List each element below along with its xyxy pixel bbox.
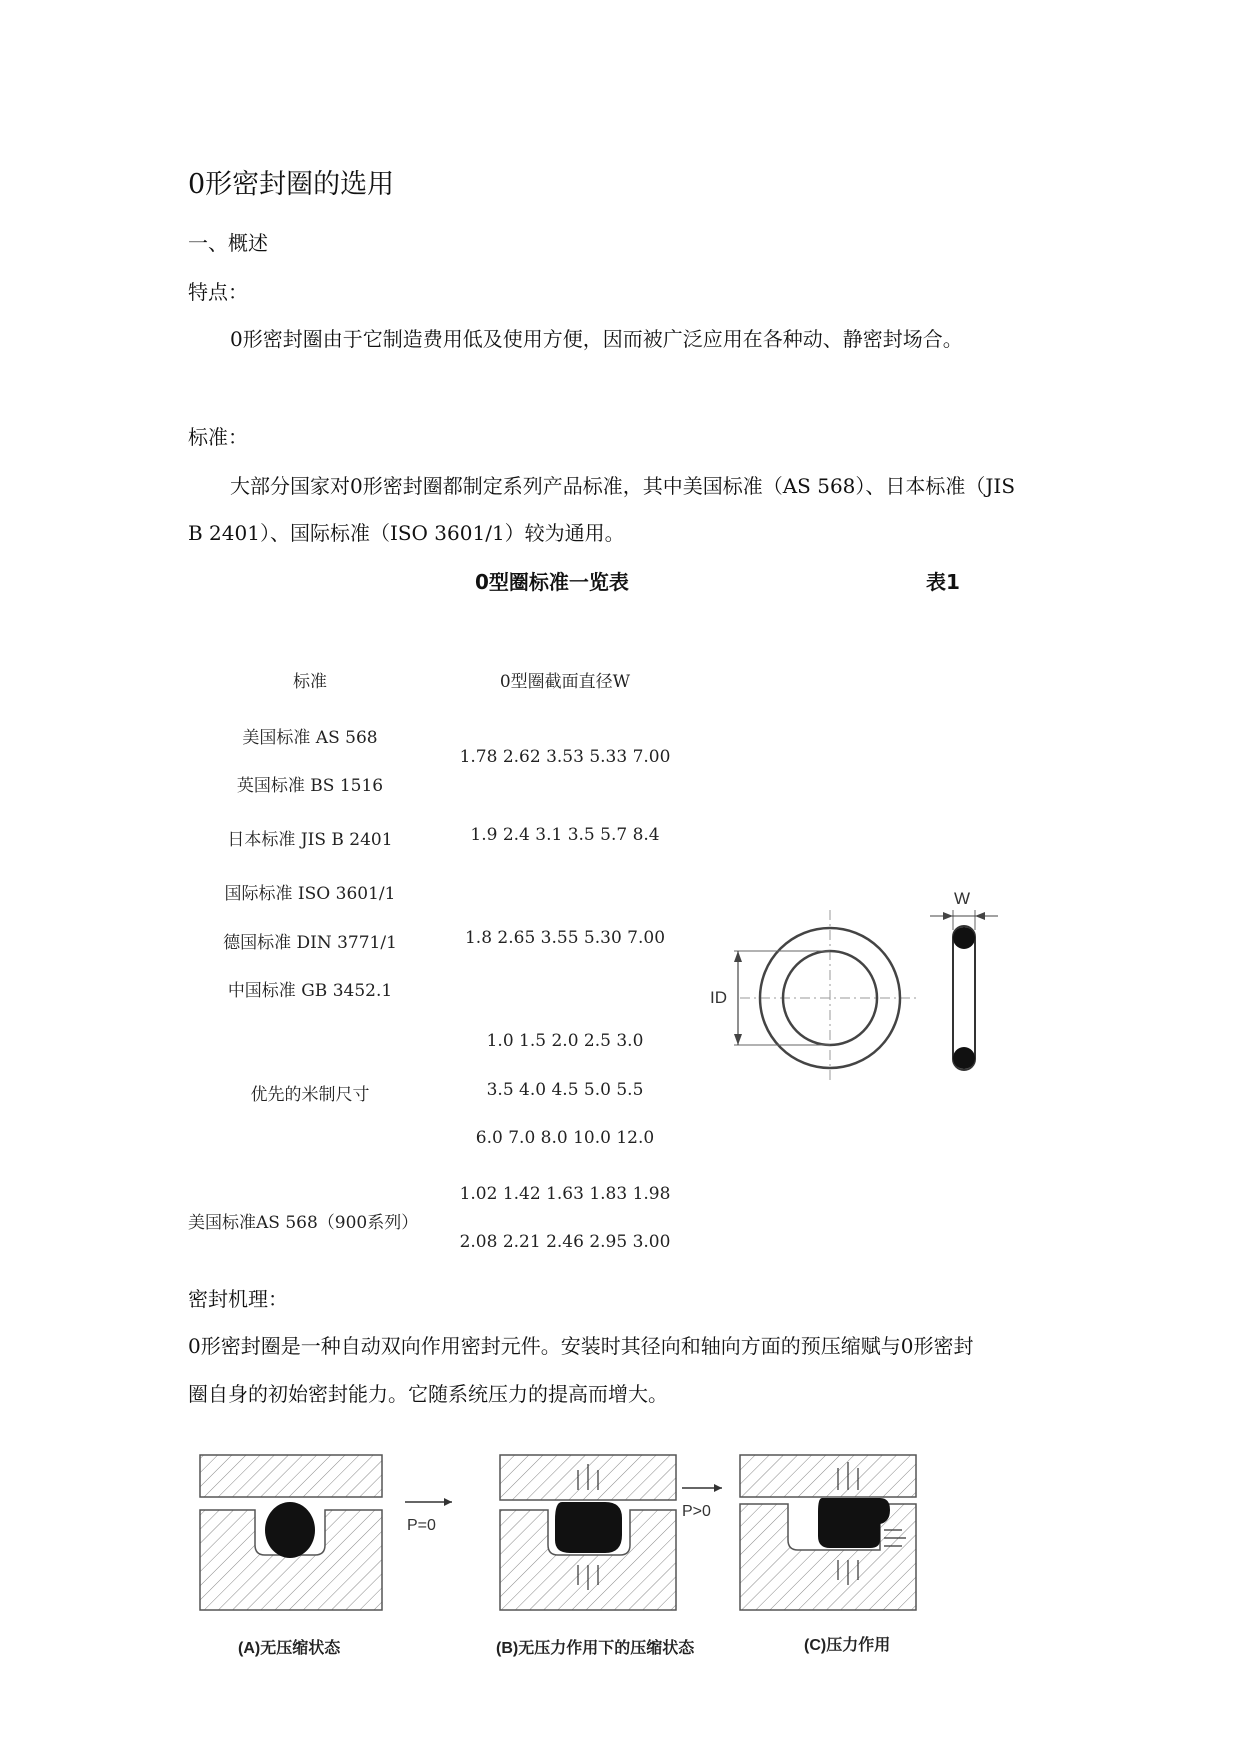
mechanism-text-line1: 0形密封圈是一种自动双向作用密封元件。安装时其径向和轴向方面的预压缩赋与0形密封 — [188, 1334, 974, 1358]
feature-label: 特点： — [188, 280, 248, 304]
label-p-gt0: P>0 — [682, 1503, 711, 1520]
mechanism-label: 密封机理： — [188, 1287, 288, 1311]
table-cell-standard: 优先的米制尺寸 — [250, 1085, 370, 1105]
table-header-standard: 标准 — [293, 672, 327, 692]
caption-b: (B)无压力作用下的压缩状态 — [496, 1640, 695, 1657]
table-cell-standard: 国际标准 ISO 3601/1 — [224, 884, 396, 904]
table-cell-standard: 日本标准 JIS B 2401 — [227, 830, 393, 850]
page-title: 0形密封圈的选用 — [188, 169, 395, 200]
table-cell-standard: 美国标准 AS 568 — [242, 728, 378, 748]
table-cell-diameter: 2.08 2.21 2.46 2.95 3.00 — [459, 1232, 671, 1252]
table-cell-diameter: 3.5 4.0 4.5 5.0 5.5 — [486, 1080, 644, 1100]
section-heading: 一、概述 — [188, 231, 268, 255]
state-a-diagram — [200, 1455, 382, 1610]
label-w: W — [954, 889, 971, 908]
table-cell-diameter: 6.0 7.0 8.0 10.0 12.0 — [475, 1128, 655, 1148]
table-cell-standard: 英国标准 BS 1516 — [236, 776, 384, 796]
seal-states-figure — [190, 1440, 1040, 1670]
caption-a: (A)无压缩状态 — [238, 1640, 341, 1657]
label-id: ID — [710, 988, 727, 1007]
table-cell-diameter: 1.78 2.62 3.53 5.33 7.00 — [459, 747, 671, 767]
table-cell-diameter: 1.9 2.4 3.1 3.5 5.7 8.4 — [470, 825, 660, 845]
table-header-diameter: 0型圈截面直径W — [499, 672, 631, 692]
feature-text: 0形密封圈由于它制造费用低及使用方便，因而被广泛应用在各种动、静密封场合。 — [230, 327, 963, 351]
caption-c: (C)压力作用 — [804, 1637, 891, 1654]
table-cell-diameter: 1.8 2.65 3.55 5.30 7.00 — [464, 928, 666, 948]
table-cell-standard: 德国标准 DIN 3771/1 — [223, 933, 397, 953]
standard-text-line2: B 2401）、国际标准（ISO 3601/1）较为通用。 — [188, 521, 625, 545]
table-caption: 0型圈标准一览表 — [475, 570, 629, 594]
state-c-diagram — [740, 1455, 916, 1610]
label-p0: P=0 — [407, 1517, 436, 1534]
table-cell-diameter: 1.02 1.42 1.63 1.83 1.98 — [459, 1184, 671, 1204]
state-b-diagram — [500, 1455, 676, 1610]
table-cell-standard: 中国标准 GB 3452.1 — [227, 981, 393, 1001]
table-cell-standard: 美国标准AS 568（900系列） — [188, 1213, 419, 1233]
mechanism-text-line2: 圈自身的初始密封能力。它随系统压力的提高而增大。 — [188, 1382, 668, 1406]
table-number: 表1 — [926, 570, 960, 594]
standard-text-line1: 大部分国家对0形密封圈都制定系列产品标准，其中美国标准（AS 568）、日本标准（JIS — [230, 474, 1016, 498]
standard-label: 标准： — [188, 425, 248, 449]
table-cell-diameter: 1.0 1.5 2.0 2.5 3.0 — [486, 1031, 644, 1051]
oring-diagram — [700, 880, 1020, 1080]
